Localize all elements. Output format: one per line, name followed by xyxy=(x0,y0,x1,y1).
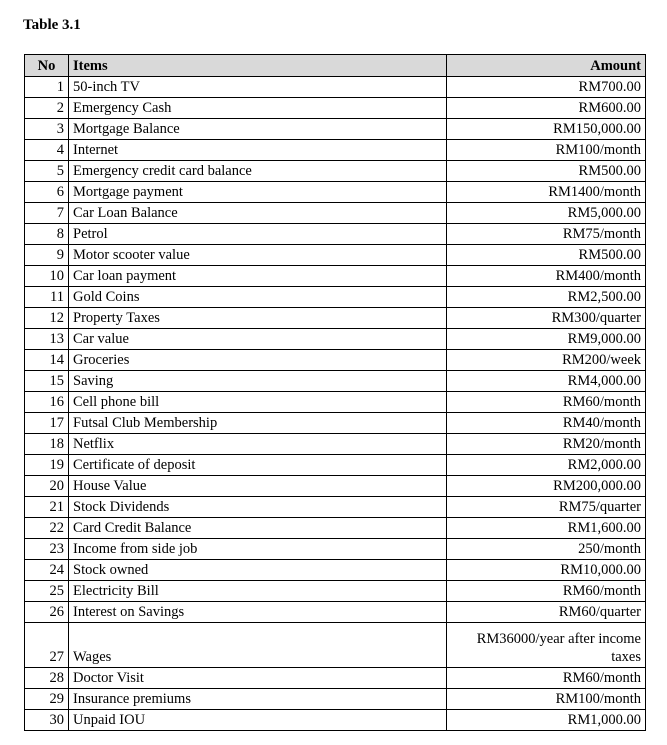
row-amount: RM2,000.00 xyxy=(447,455,646,476)
row-number: 25 xyxy=(25,581,69,602)
row-number: 7 xyxy=(25,203,69,224)
row-amount: RM75/quarter xyxy=(447,497,646,518)
table-row xyxy=(25,266,646,287)
row-item: Netflix xyxy=(69,434,447,455)
row-amount: RM20/month xyxy=(447,434,646,455)
table-row xyxy=(25,539,646,560)
table-row xyxy=(25,668,646,689)
row-item: Cell phone bill xyxy=(69,392,447,413)
row-amount: RM1,600.00 xyxy=(447,518,646,539)
row-item: Petrol xyxy=(69,224,447,245)
row-item: Car Loan Balance xyxy=(69,203,447,224)
row-number: 11 xyxy=(25,287,69,308)
row-number: 24 xyxy=(25,560,69,581)
row-item: Internet xyxy=(69,140,447,161)
table-body xyxy=(25,77,646,731)
row-amount: RM4,000.00 xyxy=(447,371,646,392)
row-number: 28 xyxy=(25,668,69,689)
row-amount: 250/month xyxy=(447,539,646,560)
row-amount: RM60/month xyxy=(447,392,646,413)
table-row xyxy=(25,203,646,224)
row-amount: RM9,000.00 xyxy=(447,329,646,350)
table-row xyxy=(25,329,646,350)
row-number: 26 xyxy=(25,602,69,623)
row-number: 12 xyxy=(25,308,69,329)
header-amount: Amount xyxy=(447,55,646,77)
row-number: 19 xyxy=(25,455,69,476)
row-amount: RM150,000.00 xyxy=(447,119,646,140)
row-amount: RM100/month xyxy=(447,689,646,710)
table-row xyxy=(25,560,646,581)
row-number: 1 xyxy=(25,77,69,98)
row-number: 8 xyxy=(25,224,69,245)
row-amount: RM60/month xyxy=(447,668,646,689)
row-amount: RM100/month xyxy=(447,140,646,161)
table-caption: Table 3.1 xyxy=(23,17,81,33)
row-item: Electricity Bill xyxy=(69,581,447,602)
table-row xyxy=(25,308,646,329)
table-row xyxy=(25,518,646,539)
row-amount: RM60/quarter xyxy=(447,602,646,623)
table-row xyxy=(25,623,646,668)
row-number: 23 xyxy=(25,539,69,560)
row-amount: RM200/week xyxy=(447,350,646,371)
row-item: Income from side job xyxy=(69,539,447,560)
row-item: Unpaid IOU xyxy=(69,710,447,731)
row-amount: RM2,500.00 xyxy=(447,287,646,308)
table-row xyxy=(25,98,646,119)
row-item: House Value xyxy=(69,476,447,497)
row-number: 29 xyxy=(25,689,69,710)
row-item: Emergency Cash xyxy=(69,98,447,119)
row-amount: RM60/month xyxy=(447,581,646,602)
row-item: Doctor Visit xyxy=(69,668,447,689)
table-row xyxy=(25,77,646,98)
table-row xyxy=(25,224,646,245)
table-row xyxy=(25,392,646,413)
row-item: Mortgage payment xyxy=(69,182,447,203)
row-item: Wages xyxy=(69,623,447,668)
table-row xyxy=(25,287,646,308)
table-row xyxy=(25,350,646,371)
row-number: 27 xyxy=(25,623,69,668)
row-amount: RM300/quarter xyxy=(447,308,646,329)
row-item: Motor scooter value xyxy=(69,245,447,266)
table-row xyxy=(25,371,646,392)
row-item: Mortgage Balance xyxy=(69,119,447,140)
row-number: 6 xyxy=(25,182,69,203)
row-amount: RM400/month xyxy=(447,266,646,287)
table-row xyxy=(25,245,646,266)
table-row xyxy=(25,140,646,161)
row-item: Car value xyxy=(69,329,447,350)
row-amount: RM36000/year after income taxes xyxy=(447,623,646,668)
table-row xyxy=(25,119,646,140)
table-row xyxy=(25,710,646,731)
row-amount: RM5,000.00 xyxy=(447,203,646,224)
table-row xyxy=(25,497,646,518)
row-number: 16 xyxy=(25,392,69,413)
table-row xyxy=(25,161,646,182)
header-items: Items xyxy=(69,55,447,77)
row-number: 21 xyxy=(25,497,69,518)
row-number: 4 xyxy=(25,140,69,161)
table-row xyxy=(25,455,646,476)
header-no: No xyxy=(25,55,69,77)
row-number: 5 xyxy=(25,161,69,182)
items-table xyxy=(24,54,646,731)
table-header-row xyxy=(25,55,646,77)
row-amount: RM500.00 xyxy=(447,245,646,266)
row-number: 22 xyxy=(25,518,69,539)
row-amount: RM500.00 xyxy=(447,161,646,182)
row-number: 2 xyxy=(25,98,69,119)
row-item: Insurance premiums xyxy=(69,689,447,710)
row-number: 17 xyxy=(25,413,69,434)
table-row xyxy=(25,182,646,203)
table-row xyxy=(25,602,646,623)
row-amount: RM200,000.00 xyxy=(447,476,646,497)
row-amount: RM1,000.00 xyxy=(447,710,646,731)
row-amount: RM10,000.00 xyxy=(447,560,646,581)
row-number: 3 xyxy=(25,119,69,140)
row-number: 15 xyxy=(25,371,69,392)
row-number: 10 xyxy=(25,266,69,287)
table-row xyxy=(25,689,646,710)
row-amount: RM40/month xyxy=(447,413,646,434)
row-item: Stock Dividends xyxy=(69,497,447,518)
row-item: Groceries xyxy=(69,350,447,371)
row-item: Emergency credit card balance xyxy=(69,161,447,182)
row-amount: RM75/month xyxy=(447,224,646,245)
row-number: 14 xyxy=(25,350,69,371)
row-item: Card Credit Balance xyxy=(69,518,447,539)
row-item: Futsal Club Membership xyxy=(69,413,447,434)
table-row xyxy=(25,434,646,455)
row-number: 13 xyxy=(25,329,69,350)
row-amount: RM700.00 xyxy=(447,77,646,98)
row-item: 50-inch TV xyxy=(69,77,447,98)
row-amount: RM1400/month xyxy=(447,182,646,203)
table-row xyxy=(25,413,646,434)
row-item: Interest on Savings xyxy=(69,602,447,623)
row-item: Car loan payment xyxy=(69,266,447,287)
row-item: Gold Coins xyxy=(69,287,447,308)
row-item: Property Taxes xyxy=(69,308,447,329)
row-item: Certificate of deposit xyxy=(69,455,447,476)
row-item: Stock owned xyxy=(69,560,447,581)
row-number: 9 xyxy=(25,245,69,266)
row-number: 20 xyxy=(25,476,69,497)
row-item: Saving xyxy=(69,371,447,392)
row-amount: RM600.00 xyxy=(447,98,646,119)
table-row xyxy=(25,476,646,497)
row-number: 30 xyxy=(25,710,69,731)
row-number: 18 xyxy=(25,434,69,455)
table-row xyxy=(25,581,646,602)
